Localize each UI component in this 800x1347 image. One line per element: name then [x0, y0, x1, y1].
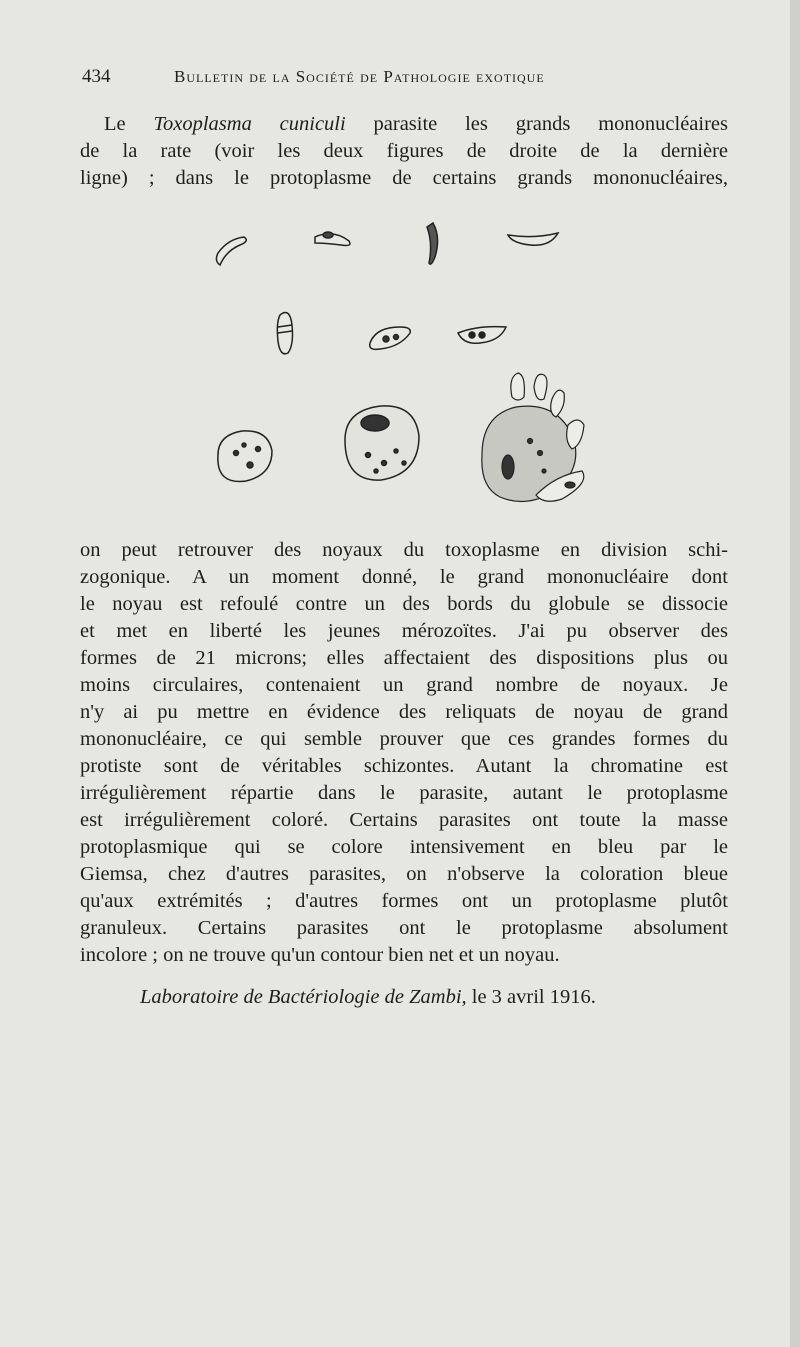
text-line: qu'aux extrémités ; d'autres formes ont un protoplasme plutôt — [80, 890, 728, 912]
text-line: on peut retrouver des noyaux du toxoplasme en division schi- — [80, 539, 728, 561]
cell-drawing — [218, 431, 272, 482]
paragraph-main — [80, 537, 728, 969]
text-line: protoplasmique qui se colore intensivement en bleu par le — [80, 836, 728, 858]
cell-drawing — [345, 406, 419, 480]
text-line: Giemsa, chez d'autres parasites, on n'observe la coloration bleue — [80, 863, 728, 885]
text-line: ligne) ; dans le protoplasme de certains grands mononucléaires, — [80, 167, 728, 189]
closing-date: le 3 avril 1916. — [466, 986, 596, 1008]
parasite-drawing — [216, 223, 558, 265]
journal-title: Bulletin de la Société de Pathologie exotique — [174, 67, 545, 86]
text-line: mononucléaire, ce qui semble prouver que ces grandes formes du — [80, 728, 728, 750]
species-name: Toxoplasma cuniculi — [153, 113, 346, 135]
text-line: n'y ai pu mettre en évidence des reliquats de noyau de grand — [80, 701, 728, 723]
text-line: protiste sont de véritables schizontes. Autant la chromatine est — [80, 755, 728, 777]
toxoplasma-figure — [200, 215, 600, 515]
text-line: et met en liberté les jeunes mérozoïtes. J'ai pu observer des — [80, 620, 728, 642]
laboratory-name: Laboratoire de Bactériologie de Zambi, — [140, 986, 467, 1008]
running-head — [80, 66, 728, 96]
text-line: moins circulaires, contenaient un grand nombre de noyaux. Je — [80, 674, 728, 696]
paragraph-intro — [80, 111, 728, 192]
parasite-drawing — [277, 313, 506, 354]
text-line: irrégulièrement répartie dans le parasite, autant le protoplasme — [80, 782, 728, 804]
closing-signature — [140, 986, 596, 1009]
text-line: zogonique. A un moment donné, le grand mononucléaire dont — [80, 566, 728, 588]
cell-drawing — [482, 373, 584, 502]
text-line: de la rate (voir les deux figures de droite de la dernière — [80, 140, 728, 162]
text-line: Le Toxoplasma cuniculi parasite les grands mononucléaires — [104, 113, 728, 135]
text-line: le noyau est refoulé contre un des bords du globule se dissocie — [80, 593, 728, 615]
page-number: 434 — [82, 66, 111, 87]
text-line: incolore ; on ne trouve qu'un contour bien net et un noyau. — [80, 944, 560, 966]
text-line: formes de 21 microns; elles affectaient des dispositions plus ou — [80, 647, 728, 669]
text-line: est irrégulièrement coloré. Certains parasites ont toute la masse — [80, 809, 728, 831]
text-line: granuleux. Certains parasites ont le protoplasme absolument — [80, 917, 728, 939]
